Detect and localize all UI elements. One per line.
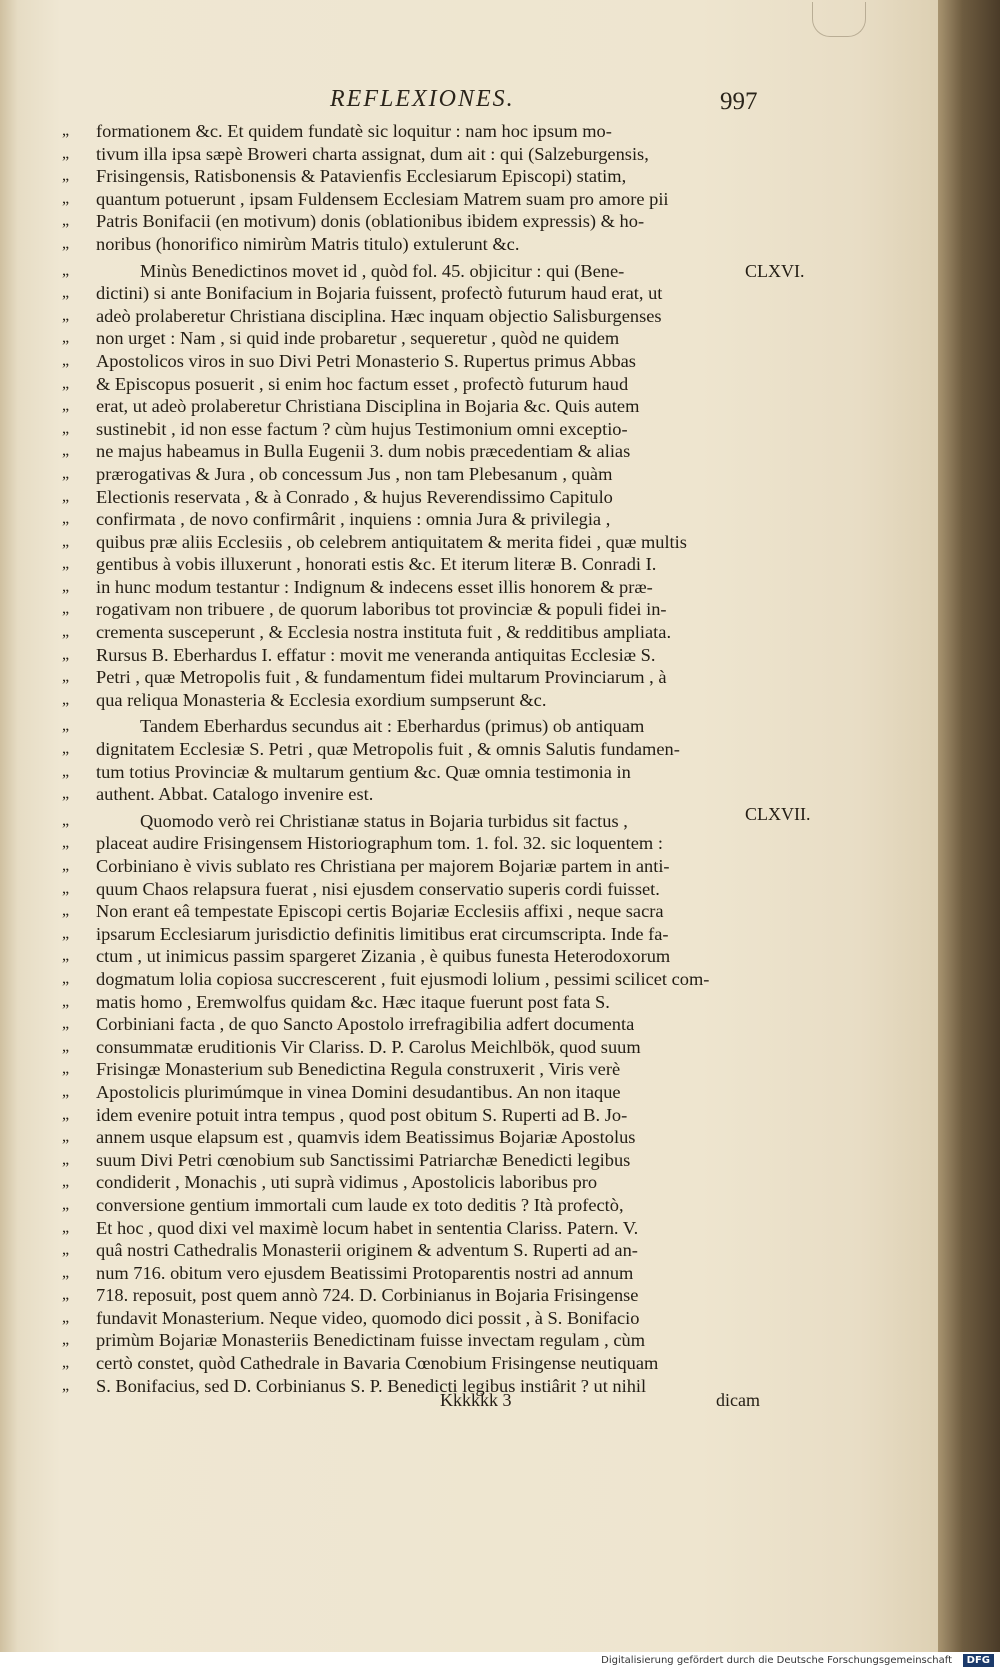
line-text: confirmata , de novo confirmârit , inquiens : omnia Jura & privilegia , bbox=[96, 509, 611, 530]
text-line bbox=[62, 878, 780, 901]
text-line bbox=[62, 810, 780, 833]
text-line bbox=[62, 761, 780, 784]
text-line bbox=[62, 1194, 780, 1217]
line-text: Non erant eâ tempestate Episcopi certis Bojariæ Ecclesiis affixi , neque sacra bbox=[96, 901, 664, 922]
line-text: quâ nostri Cathedralis Monasterii originem & adventum S. Ruperti ad an- bbox=[96, 1240, 638, 1261]
text-line bbox=[62, 1036, 780, 1059]
quote-mark: „ bbox=[62, 1218, 70, 1236]
quote-mark: „ bbox=[62, 144, 70, 162]
funding-credit: Digitalisierung gefördert durch die Deutsche Forschungsgemeinschaft bbox=[601, 1655, 952, 1666]
text-line bbox=[62, 553, 780, 576]
quote-mark: „ bbox=[62, 577, 70, 595]
line-text: gentibus à vobis illuxerunt , honorati estis &c. Et iterum literæ B. Conradi I. bbox=[96, 554, 657, 575]
text-line bbox=[62, 233, 780, 256]
running-header: REFLEXIONES. bbox=[330, 86, 515, 112]
line-text: Tandem Eberhardus secundus ait : Eberhardus (primus) ob antiquam bbox=[140, 716, 645, 737]
line-text: dogmatum lolia copiosa succrescerent , fuit ejusmodi lolium , pessimi scilicet com- bbox=[96, 968, 710, 989]
quote-mark: „ bbox=[62, 212, 70, 230]
text-line bbox=[62, 738, 780, 761]
quote-mark: „ bbox=[62, 668, 70, 686]
quote-mark: „ bbox=[62, 740, 70, 758]
body-text bbox=[62, 120, 780, 1397]
quote-mark: „ bbox=[62, 1015, 70, 1033]
text-line bbox=[62, 508, 780, 531]
text-line bbox=[62, 1239, 780, 1262]
line-text: fundavit Monasterium. Neque video, quomodo dici possit , à S. Bonifacio bbox=[96, 1307, 640, 1328]
page-number: 997 bbox=[720, 88, 758, 115]
text-line bbox=[62, 576, 780, 599]
quote-mark: „ bbox=[62, 189, 70, 207]
text-line bbox=[62, 531, 780, 554]
text-line bbox=[62, 486, 780, 509]
text-line bbox=[62, 327, 780, 350]
line-text: num 716. obitum vero ejusdem Beatissimi Protoparentis nostri ad annum bbox=[96, 1262, 634, 1283]
line-text: Corbiniani facta , de quo Sancto Apostolo irrefragibilia adfert documenta bbox=[96, 1014, 635, 1035]
quote-mark: „ bbox=[62, 464, 70, 482]
text-line bbox=[62, 1352, 780, 1375]
line-text: conversione gentium immortali cum laude ex toto deditis ? Ità profectò, bbox=[96, 1194, 624, 1215]
quote-mark: „ bbox=[62, 690, 70, 708]
line-text: non urget : Nam , si quid inde probaretur , sequeretur , quòd ne quidem bbox=[96, 328, 620, 349]
text-line bbox=[62, 644, 780, 667]
quote-mark: „ bbox=[62, 1286, 70, 1304]
quote-mark: „ bbox=[62, 992, 70, 1010]
text-line bbox=[62, 715, 780, 738]
quote-mark: „ bbox=[62, 487, 70, 505]
text-line bbox=[62, 598, 780, 621]
quote-mark: „ bbox=[62, 811, 70, 829]
line-text: quantum potuerunt , ipsam Fuldensem Ecclesiam Matrem suam pro amore pii bbox=[96, 188, 669, 209]
text-line bbox=[62, 1149, 780, 1172]
text-line bbox=[62, 165, 780, 188]
line-text: rogativam non tribuere , de quorum laboribus tot provinciæ & populi fidei in- bbox=[96, 599, 667, 620]
quote-mark: „ bbox=[62, 261, 70, 279]
line-text: tivum illa ipsa sæpè Broweri charta assignat, dum ait : qui (Salzeburgensis, bbox=[96, 143, 649, 164]
line-text: Minùs Benedictinos movet id , quòd fol. 45. objicitur : qui (Bene- bbox=[140, 260, 625, 281]
quote-mark: „ bbox=[62, 122, 70, 139]
line-text: Rursus B. Eberhardus I. effatur : movit me veneranda antiquitas Ecclesiæ S. bbox=[96, 644, 656, 665]
quote-mark: „ bbox=[62, 442, 70, 460]
text-line bbox=[62, 923, 780, 946]
quote-mark: „ bbox=[62, 419, 70, 437]
line-text: 718. reposuit, post quem annò 724. D. Corbinianus in Bojaria Frisingense bbox=[96, 1285, 639, 1306]
quote-mark: „ bbox=[62, 645, 70, 663]
text-line bbox=[62, 1013, 780, 1036]
line-text: formationem &c. Et quidem fundatè sic loquitur : nam hoc ipsum mo- bbox=[96, 121, 612, 141]
text-line bbox=[62, 991, 780, 1014]
line-text: Apostolicos viros in suo Divi Petri Monasterio S. Rupertus primus Abbas bbox=[96, 350, 636, 371]
line-text: Corbiniano è vivis sublato res Christiana per majorem Bojariæ partem in anti- bbox=[96, 856, 670, 876]
line-text: condiderit , Monachis , uti suprà vidimus , Apostolicis laboribus pro bbox=[96, 1172, 598, 1193]
quote-mark: „ bbox=[62, 1173, 70, 1191]
quote-mark: „ bbox=[62, 1263, 70, 1281]
quote-mark: „ bbox=[62, 329, 70, 347]
line-text: ne majus habeamus in Bulla Eugenii 3. dum nobis præcedentiam & alias bbox=[96, 441, 631, 462]
text-line bbox=[62, 832, 780, 855]
text-line bbox=[62, 1126, 780, 1149]
text-line bbox=[62, 621, 780, 644]
quote-mark: „ bbox=[62, 947, 70, 965]
line-text: suum Divi Petri cœnobium sub Sanctissimi Patriarchæ Benedicti legibus bbox=[96, 1149, 631, 1170]
line-text: tum totius Provinciæ & multarum gentium &c. Quæ omnia testimonia in bbox=[96, 761, 631, 782]
text-line bbox=[62, 1375, 780, 1398]
quote-mark: „ bbox=[62, 1150, 70, 1168]
quote-mark: „ bbox=[62, 879, 70, 897]
quote-mark: „ bbox=[62, 1082, 70, 1100]
quote-mark: „ bbox=[62, 924, 70, 942]
margin-note-clxvii: CLXVII. bbox=[745, 804, 811, 824]
line-text: S. Bonifacius, sed D. Corbinianus S. P. Benedicti legibus instiârit ? ut nihil bbox=[96, 1375, 647, 1396]
text-line bbox=[62, 1262, 780, 1285]
book-edge bbox=[938, 0, 1000, 1652]
line-text: qua reliqua Monasteria & Ecclesia exordium sumpserunt &c. bbox=[96, 689, 547, 710]
text-line bbox=[62, 373, 780, 396]
text-line bbox=[62, 945, 780, 968]
quote-mark: „ bbox=[62, 167, 70, 185]
text-line bbox=[62, 188, 780, 211]
quote-mark: „ bbox=[62, 1308, 70, 1326]
line-text: dignitatem Ecclesiæ S. Petri , quæ Metropolis fuit , & omnis Salutis fundamen- bbox=[96, 739, 680, 760]
quote-mark: „ bbox=[62, 762, 70, 780]
text-line bbox=[62, 783, 780, 806]
quote-mark: „ bbox=[62, 397, 70, 415]
line-text: Electionis reservata , & à Conrado , & hujus Reverendissimo Capitulo bbox=[96, 486, 613, 507]
text-line bbox=[62, 440, 780, 463]
quote-mark: „ bbox=[62, 1105, 70, 1123]
text-line bbox=[62, 900, 780, 923]
quote-mark: „ bbox=[62, 902, 70, 920]
dfg-logo: DFG bbox=[963, 1654, 994, 1667]
line-text: matis homo , Eremwolfus quidam &c. Hæc itaque fuerunt post fata S. bbox=[96, 991, 610, 1012]
line-text: ipsarum Ecclesiarum jurisdictio definitis limitibus erat circumscripta. Inde fa- bbox=[96, 923, 669, 944]
line-text: Et hoc , quod dixi vel maximè locum habet in sententia Clariss. Patern. V. bbox=[96, 1217, 639, 1238]
text-line bbox=[62, 282, 780, 305]
quote-mark: „ bbox=[62, 1128, 70, 1146]
quote-mark: „ bbox=[62, 555, 70, 573]
page-clip-mark bbox=[812, 2, 866, 37]
text-line bbox=[62, 350, 780, 373]
footer-bar bbox=[0, 1652, 1000, 1673]
text-line bbox=[62, 1171, 780, 1194]
text-line bbox=[62, 689, 780, 712]
line-text: quum Chaos relapsura fuerat , nisi ejusdem conservatio superis cordi fuisset. bbox=[96, 878, 660, 899]
quote-mark: „ bbox=[62, 306, 70, 324]
margin-note-clxvi: CLXVI. bbox=[745, 261, 805, 281]
text-line bbox=[62, 968, 780, 991]
text-line bbox=[62, 305, 780, 328]
quote-mark: „ bbox=[62, 834, 70, 852]
line-text: Frisingensis, Ratisbonensis & Patavienfis Ecclesiarum Episcopi) statim, bbox=[96, 166, 627, 187]
line-text: idem evenire potuit intra tempus , quod post obitum S. Ruperti ad B. Jo- bbox=[96, 1104, 628, 1125]
quote-mark: „ bbox=[62, 717, 70, 735]
quote-mark: „ bbox=[62, 1195, 70, 1213]
quote-mark: „ bbox=[62, 857, 70, 874]
line-text: certò constet, quòd Cathedrale in Bavaria Cœnobium Frisingense neutiquam bbox=[96, 1353, 659, 1374]
text-line bbox=[62, 855, 780, 878]
text-line bbox=[62, 1329, 780, 1352]
line-text: consummatæ eruditionis Vir Clariss. D. P. Carolus Meichlbök, quod suum bbox=[96, 1036, 641, 1057]
line-text: primùm Bojariæ Monasteriis Benedictinam fuisse invectam regulam , cùm bbox=[96, 1330, 646, 1351]
line-text: sustinebit , id non esse factum ? cùm hujus Testimonium omni exceptio- bbox=[96, 418, 628, 439]
quote-mark: „ bbox=[62, 532, 70, 550]
text-line bbox=[62, 463, 780, 486]
text-line bbox=[62, 395, 780, 418]
line-text: Petri , quæ Metropolis fuit , & fundamentum fidei multarum Provinciarum , à bbox=[96, 667, 667, 688]
quote-mark: „ bbox=[62, 600, 70, 618]
catchword: dicam bbox=[716, 1390, 760, 1410]
line-text: prærogativas & Jura , ob concessum Jus , non tam Plebesanum , quàm bbox=[96, 463, 613, 484]
text-line bbox=[62, 666, 780, 689]
text-line bbox=[62, 210, 780, 233]
quote-mark: „ bbox=[62, 1376, 70, 1394]
signature-mark: Kkkkkk 3 bbox=[440, 1390, 512, 1410]
line-text: Frisingæ Monasterium sub Benedictina Regula construxerit , Viris verè bbox=[96, 1059, 621, 1080]
line-text: Patris Bonifacii (en motivum) donis (oblationibus ibidem expressis) & ho- bbox=[96, 211, 645, 232]
line-text: Apostolicis plurimúmque in vinea Domini desudantibus. An non itaque bbox=[96, 1081, 621, 1102]
quote-mark: „ bbox=[62, 1331, 70, 1349]
text-line bbox=[62, 260, 780, 283]
quote-mark: „ bbox=[62, 1354, 70, 1372]
text-line bbox=[62, 418, 780, 441]
text-line bbox=[62, 1058, 780, 1081]
quote-mark: „ bbox=[62, 1060, 70, 1078]
line-text: in hunc modum testantur : Indignum & indecens esset illis honorem & præ- bbox=[96, 576, 653, 597]
line-text: crementa susceperunt , & Ecclesia nostra instituta fuit , & redditibus ampliata. bbox=[96, 622, 672, 643]
quote-mark: „ bbox=[62, 510, 70, 528]
line-text: noribus (honorifico nimirùm Matris titulo) extulerunt &c. bbox=[96, 233, 520, 254]
quote-mark: „ bbox=[62, 234, 70, 252]
text-line bbox=[62, 1104, 780, 1127]
text-line bbox=[62, 1081, 780, 1104]
quote-mark: „ bbox=[62, 785, 70, 803]
line-text: dictini) si ante Bonifacium in Bojaria fuissent, profectò futurum haud erat, ut bbox=[96, 283, 663, 304]
quote-mark: „ bbox=[62, 623, 70, 641]
line-text: ctum , ut inimicus passim spargeret Zizania , è quibus funesta Heterodoxorum bbox=[96, 946, 671, 967]
line-text: erat, ut adeò prolaberetur Christiana Disciplina in Bojaria &c. Quis autem bbox=[96, 396, 640, 417]
line-text: authent. Abbat. Catalogo invenire est. bbox=[96, 784, 374, 805]
text-line bbox=[62, 143, 780, 166]
quote-mark: „ bbox=[62, 284, 70, 302]
line-text: placeat audire Frisingensem Historiographum tom. 1. fol. 32. sic loquentem : bbox=[96, 833, 663, 854]
quote-mark: „ bbox=[62, 374, 70, 392]
text-line bbox=[62, 1284, 780, 1307]
line-text: quibus præ aliis Ecclesiis , ob celebrem antiquitatem & merita fidei , quæ multis bbox=[96, 531, 687, 552]
quote-mark: „ bbox=[62, 1037, 70, 1055]
line-text: adeò prolaberetur Christiana disciplina. Hæc inquam objectio Salisburgenses bbox=[96, 305, 662, 326]
quote-mark: „ bbox=[62, 969, 70, 987]
line-text: Quomodo verò rei Christianæ status in Bojaria turbidus sit factus , bbox=[140, 810, 628, 831]
text-line bbox=[62, 1307, 780, 1330]
line-text: annem usque elapsum est , quamvis idem Beatissimus Bojariæ Apostolus bbox=[96, 1127, 636, 1148]
text-line bbox=[62, 120, 780, 143]
quote-mark: „ bbox=[62, 1241, 70, 1259]
line-text: & Episcopus posuerit , si enim hoc factum esset , profectò futurum haud bbox=[96, 373, 629, 394]
quote-mark: „ bbox=[62, 351, 70, 369]
text-line bbox=[62, 1217, 780, 1240]
